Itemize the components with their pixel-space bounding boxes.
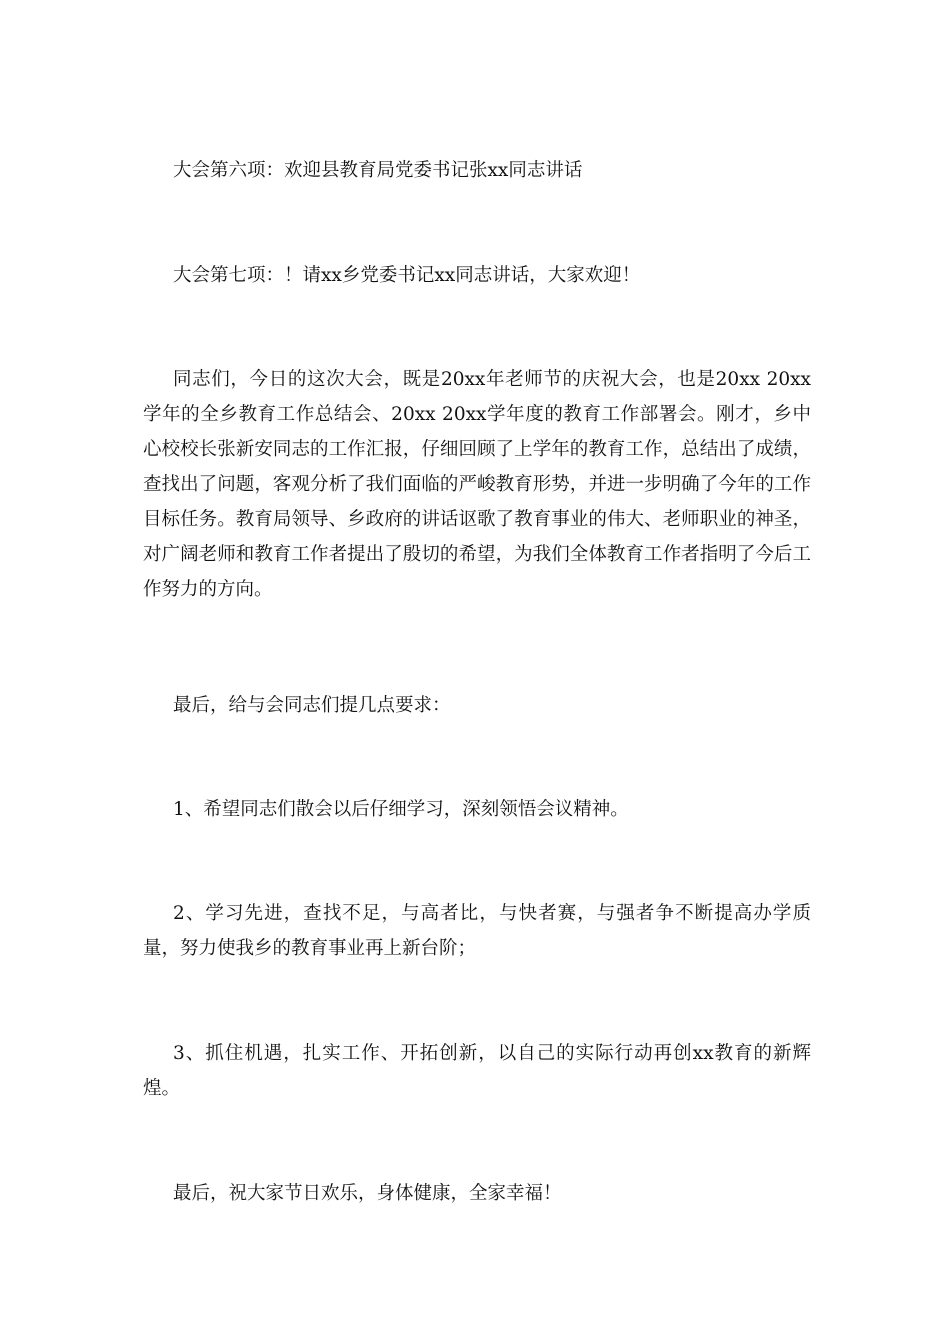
requirement-item-2: 2、学习先进，查找不足，与高者比，与快者赛，与强者争不断提高办学质量，努力使我乡的教育事业再上新台阶；	[143, 903, 811, 959]
requirement-item-3: 3、抓住机遇，扎实工作、开拓创新，以自己的实际行动再创xx教育的新辉煌。	[143, 1043, 811, 1099]
speech-body-paragraph: 同志们，今日的这次大会，既是20xx年老师节的庆祝大会，也是20xx 20xx学年的全乡教育工作总结会、20xx 20xx学年度的教育工作部署会。刚才，乡中心校校长张新安同志的工作汇报，仔细回顾了上学年的教育工作，总结出了成绩，查找出了问题，客观分析了我们面临的严峻教育形势，并进一步明确了今年的工作目标任务。教育局领导、乡政府的讲话讴歌了教育事业的伟大、老师职业的神圣，对广阔老师和教育工作者提出了殷切的希望，为我们全体教育工作者指明了今后工作努力的方向。	[143, 369, 811, 600]
requirement-item-1: 1、希望同志们散会以后仔细学习，深刻领悟会议精神。	[173, 799, 629, 820]
closing-wishes: 最后，祝大家节日欢乐，身体健康，全家幸福！	[173, 1183, 562, 1204]
agenda-item-six: 大会第六项：欢迎县教育局党委书记张xx同志讲话	[173, 160, 583, 181]
requirements-intro: 最后，给与会同志们提几点要求：	[173, 695, 451, 716]
agenda-item-seven: 大会第七项：！请xx乡党委书记xx同志讲话，大家欢迎！	[173, 265, 641, 286]
